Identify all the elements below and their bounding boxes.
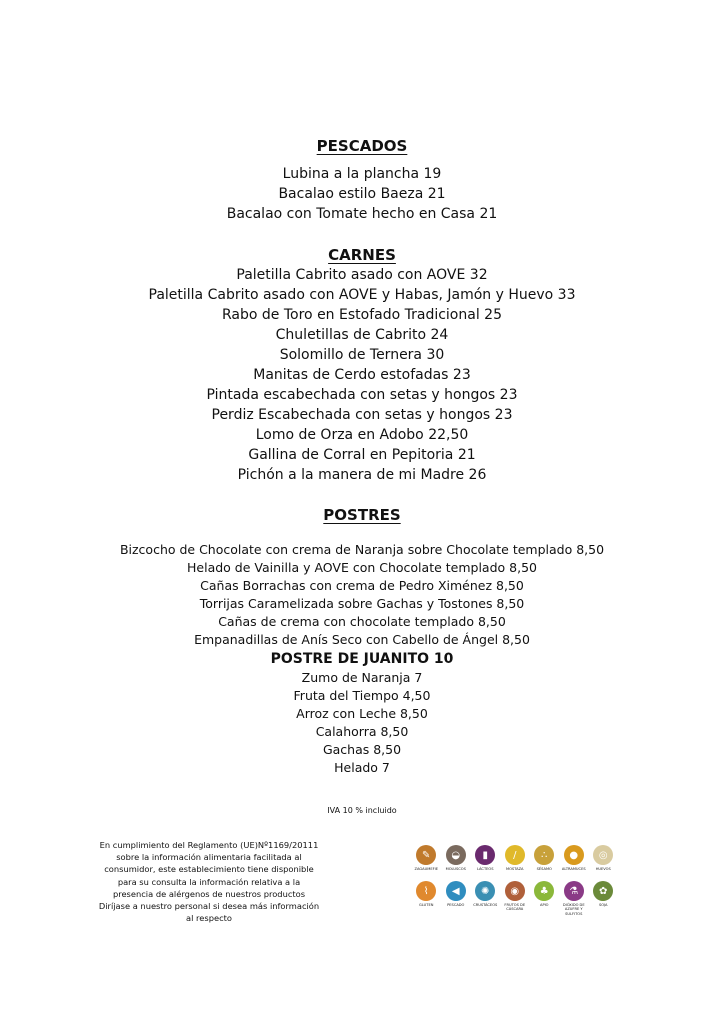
pescados-section bbox=[0, 136, 724, 224]
menu-item: Gallina de Corral en Pepitoria 21 bbox=[248, 447, 476, 463]
menu-item: Manitas de Cerdo estofadas 23 bbox=[253, 367, 471, 383]
allergen-item bbox=[561, 845, 588, 871]
sulfite-icon: ⚗ bbox=[564, 881, 584, 901]
mustard-icon: ✎ bbox=[416, 845, 436, 865]
menu-item: Helado 7 bbox=[334, 760, 390, 775]
allergen-item bbox=[531, 845, 558, 871]
menu-item: Fruta del Tiempo 4,50 bbox=[293, 688, 431, 703]
allergen-item bbox=[413, 881, 440, 916]
special-dessert: POSTRE DE JUANITO 10 bbox=[270, 651, 454, 667]
menu-item: Lomo de Orza en Adobo 22,50 bbox=[255, 427, 469, 443]
allergen-item bbox=[502, 881, 529, 916]
soy-icon: ✿ bbox=[593, 881, 613, 901]
postres-section bbox=[0, 505, 724, 777]
allergen-legend bbox=[413, 845, 623, 926]
allergen-item bbox=[443, 881, 470, 916]
allergen-label: MOLUSCOS bbox=[445, 867, 466, 871]
menu-item: Pichón a la manera de mi Madre 26 bbox=[237, 467, 487, 483]
postres-heading: POSTRES bbox=[323, 506, 401, 524]
menu-item: Paletilla Cabrito asado con AOVE y Habas, Jamón y Huevo 33 bbox=[148, 287, 576, 303]
menu-item: Cañas Borrachas con crema de Pedro Ximénez 8,50 bbox=[200, 578, 524, 593]
allergen-label: SOJA bbox=[598, 903, 608, 908]
allergen-item bbox=[472, 881, 499, 916]
menu-item: Perdiz Escabechada con setas y hongos 23 bbox=[211, 407, 513, 423]
allergen-label: MOSTAZA bbox=[505, 867, 524, 871]
egg-icon: ◎ bbox=[593, 845, 613, 865]
allergen-item bbox=[531, 881, 558, 916]
allergen-label: ZAGAUMEFIE bbox=[414, 867, 438, 871]
nut-icon: ◉ bbox=[505, 881, 525, 901]
crustacean-icon: ✺ bbox=[475, 881, 495, 901]
legal-line: al respecto bbox=[186, 913, 232, 924]
menu-item: Calahorra 8,50 bbox=[315, 724, 409, 739]
allergen-row bbox=[413, 845, 623, 871]
allergen-label: FRUTOS DE CÁSCARA bbox=[504, 903, 526, 912]
menu-item: Bacalao con Tomate hecho en Casa 21 bbox=[226, 206, 498, 222]
legal-line: sobre la información alimentaria facilitada al bbox=[116, 852, 302, 863]
allergen-label: PESCADO bbox=[447, 903, 465, 908]
allergen-label: GLUTEN bbox=[419, 903, 434, 908]
legal-line: presencia de alérgenos de nuestros productos bbox=[112, 888, 306, 899]
menu-item: Cañas de crema con chocolate templado 8,50 bbox=[218, 614, 506, 629]
menu-item: Gachas 8,50 bbox=[322, 742, 402, 757]
menu-item: Chuletillas de Cabrito 24 bbox=[275, 327, 449, 343]
allergen-label: ALTRAMUCES bbox=[561, 867, 586, 871]
allergen-label: LÁCTEOS bbox=[476, 867, 494, 871]
fish-icon: ◀ bbox=[446, 881, 466, 901]
menu-item: Bizcocho de Chocolate con crema de Naranja sobre Chocolate templado 8,50 bbox=[119, 542, 605, 557]
allergen-label: DIÓXIDO DE AZUFRE Y SULFITOS bbox=[562, 903, 585, 916]
pescados-heading: PESCADOS bbox=[316, 137, 408, 155]
sesame-icon: ∴ bbox=[534, 845, 554, 865]
mustard-bottle-icon: / bbox=[505, 845, 525, 865]
carnes-heading: CARNES bbox=[328, 246, 396, 264]
allergen-row bbox=[413, 881, 623, 916]
legal-line: para su consulta la información relativa a la bbox=[117, 876, 301, 887]
menu-item: Arroz con Leche 8,50 bbox=[296, 706, 428, 721]
menu-item: Helado de Vainilla y AOVE con Chocolate templado 8,50 bbox=[187, 560, 537, 575]
allergen-label: HUEVOS bbox=[595, 867, 611, 871]
menu-item: Empanadillas de Anís Seco con Cabello de Ángel 8,50 bbox=[194, 632, 530, 647]
allergen-label: SÉSAMO bbox=[536, 867, 552, 871]
allergen-item bbox=[472, 845, 499, 871]
menu-item: Solomillo de Ternera 30 bbox=[279, 347, 445, 363]
menu-item: Paletilla Cabrito asado con AOVE 32 bbox=[236, 267, 488, 283]
menu-item: Torrijas Caramelizada sobre Gachas y Tostones 8,50 bbox=[199, 596, 525, 611]
allergen-item bbox=[443, 845, 470, 871]
shell-icon: ◒ bbox=[446, 845, 466, 865]
menu-item: Rabo de Toro en Estofado Tradicional 25 bbox=[222, 307, 502, 323]
menu-item: Zumo de Naranja 7 bbox=[301, 670, 423, 685]
allergen-item bbox=[590, 881, 617, 916]
legal-line: En cumplimiento del Reglamento (UE)Nº1169/20111 bbox=[99, 840, 319, 850]
allergen-label: APIO bbox=[539, 903, 549, 908]
milk-icon: ▮ bbox=[475, 845, 495, 865]
carnes-section bbox=[0, 245, 724, 485]
menu-item: Pintada escabechada con setas y hongos 23 bbox=[206, 387, 518, 403]
lupin-icon: ● bbox=[564, 845, 584, 865]
allergen-item bbox=[590, 845, 617, 871]
allergen-item bbox=[413, 845, 440, 871]
allergen-label: CRUSTÁCEOS bbox=[473, 903, 498, 908]
allergen-item bbox=[561, 881, 588, 916]
celery-icon: ♣ bbox=[534, 881, 554, 901]
allergen-legal-notice bbox=[84, 839, 334, 924]
legal-line: consumidor, este establecimiento tiene disponible bbox=[104, 864, 314, 875]
iva-note: IVA 10 % incluido bbox=[327, 806, 397, 815]
menu-item: Lubina a la plancha 19 bbox=[282, 166, 442, 182]
allergen-item bbox=[502, 845, 529, 871]
legal-line: Diríjase a nuestro personal si desea más información bbox=[98, 901, 320, 912]
wheat-icon: ⌇ bbox=[416, 881, 436, 901]
menu-item: Bacalao estilo Baeza 21 bbox=[278, 186, 446, 202]
